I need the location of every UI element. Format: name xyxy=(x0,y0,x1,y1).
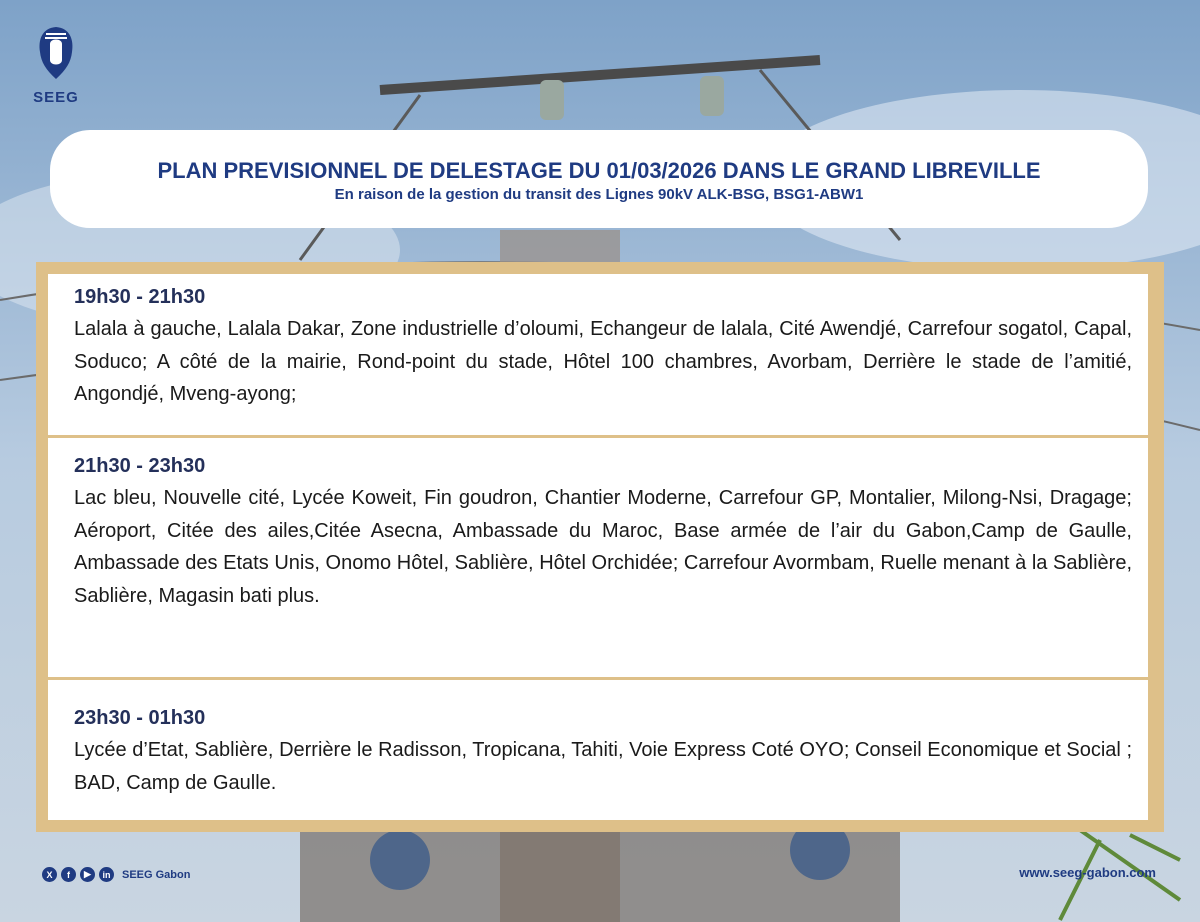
slot-time: 19h30 - 21h30 xyxy=(74,286,206,308)
x-icon[interactable]: X xyxy=(42,867,57,882)
slot-areas: Lalala à gauche, Lalala Dakar, Zone industrielle d’oloumi, Echangeur de lalala, Cité Awendjé, Carrefour sogatol, Capal, Soduco; A côté de la mairie, Rond-point du stade, Hôtel 100 chambres, Avorbam, Derrière le stade de l’amitié, Angondjé, Mveng-ayong; xyxy=(74,318,1132,405)
page-title: PLAN PREVISIONNEL DE DELESTAGE DU 01/03/2026 DANS LE GRAND LIBREVILLE xyxy=(157,157,1041,183)
slot-areas: Lycée d’Etat, Sablière, Derrière le Radisson, Tropicana, Tahiti, Voie Express Coté OYO; Conseil Economique et Social ; BAD, Camp de Gaulle. xyxy=(74,739,1132,794)
schedule-slot-1 xyxy=(48,274,1148,435)
website-link[interactable]: www.seeg-gabon.com xyxy=(1019,865,1156,880)
schedule-slot-3 xyxy=(48,680,1148,820)
slot-areas: Lac bleu, Nouvelle cité, Lycée Koweit, Fin goudron, Chantier Moderne, Carrefour GP, Montalier, Milong-Nsi, Dragage; Aéroport, Citée des ailes,Citée Asecna, Ambassade du Maroc, Base armée de l’air du Gabon,Camp de Gaulle, Ambassade des Etats Unis, Onomo Hôtel, Sablière, Hôtel Orchidée; Carrefour Avormbam, Ruelle menant à la Sablière, Sablière, Magasin bati plus. xyxy=(74,487,1132,607)
seeg-emblem-icon xyxy=(34,24,78,82)
seeg-logo xyxy=(26,24,86,106)
social-footer xyxy=(42,867,190,882)
slot-time: 21h30 - 23h30 xyxy=(74,455,206,477)
youtube-icon[interactable]: ▶ xyxy=(80,867,95,882)
logo-text: SEEG xyxy=(33,89,79,106)
page-subtitle: En raison de la gestion du transit des Lignes 90kV ALK-BSG, BSG1-ABW1 xyxy=(334,185,864,203)
linkedin-icon[interactable]: in xyxy=(99,867,114,882)
title-card xyxy=(50,130,1148,228)
schedule-slot-2 xyxy=(48,438,1148,677)
schedule-frame xyxy=(36,262,1164,832)
social-handle: SEEG Gabon xyxy=(122,868,191,881)
facebook-icon[interactable]: f xyxy=(61,867,76,882)
slot-time: 23h30 - 01h30 xyxy=(74,707,206,729)
